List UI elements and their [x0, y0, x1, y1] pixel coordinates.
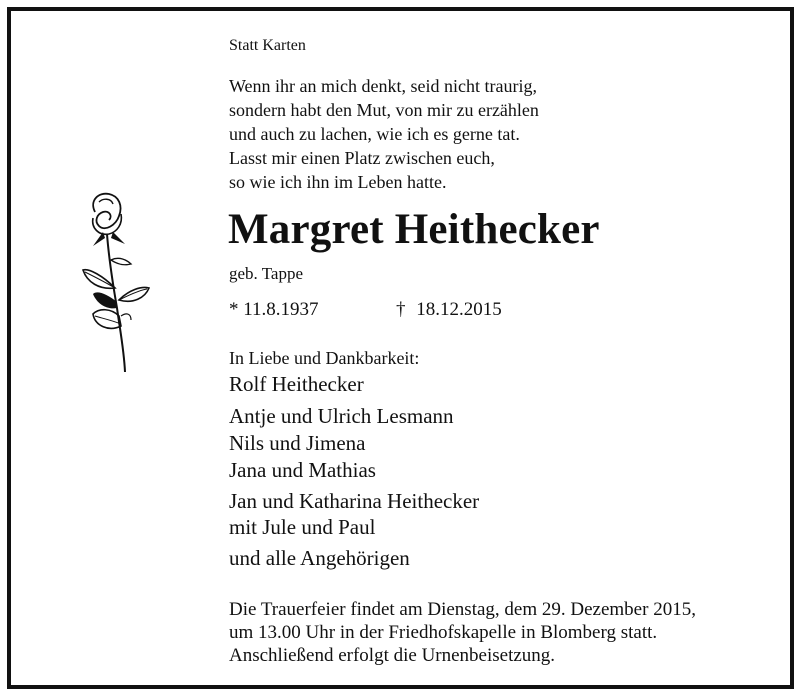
- poem-line: so wie ich ihn im Leben hatte.: [229, 172, 447, 192]
- funeral-line: um 13.00 Uhr in der Friedhofskapelle in Blomberg statt.: [229, 622, 658, 643]
- mourner-name: Rolf Heithecker: [229, 372, 364, 396]
- mourner-name: Antje und Ulrich Lesmann: [229, 404, 454, 428]
- cross-symbol: †: [396, 299, 406, 320]
- poem-line: Wenn ihr an mich denkt, seid nicht traurig,: [229, 76, 537, 96]
- death-date: [396, 299, 502, 321]
- deceased-name: Margret Heithecker: [228, 206, 600, 253]
- rose-icon: [79, 190, 151, 376]
- funeral-line: Anschließend erfolgt die Urnenbeisetzung.: [229, 645, 556, 666]
- poem-line: und auch zu lachen, wie ich es gerne tat.: [229, 124, 520, 144]
- mourner-name: Nils und Jimena: [229, 431, 366, 455]
- funeral-line: Die Trauerfeier findet am Dienstag, dem 29. Dezember 2015,: [229, 599, 696, 620]
- mourner-name: Jana und Mathias: [229, 458, 376, 482]
- intro-label: Statt Karten: [229, 37, 306, 54]
- mourner-name: mit Jule und Paul: [229, 515, 376, 539]
- poem: [229, 74, 539, 194]
- funeral-info: [229, 598, 696, 667]
- mourner-name: und alle Angehörigen: [229, 546, 410, 570]
- poem-line: Lasst mir einen Platz zwischen euch,: [229, 148, 495, 168]
- birth-date: * 11.8.1937: [229, 299, 319, 320]
- death-date-value: 18.12.2015: [416, 299, 502, 320]
- poem-line: sondern habt den Mut, von mir zu erzählen: [229, 100, 539, 120]
- maiden-name: geb. Tappe: [229, 264, 304, 283]
- mourner-name: Jan und Katharina Heithecker: [229, 489, 480, 513]
- mourners-heading: In Liebe und Dankbarkeit:: [229, 348, 420, 368]
